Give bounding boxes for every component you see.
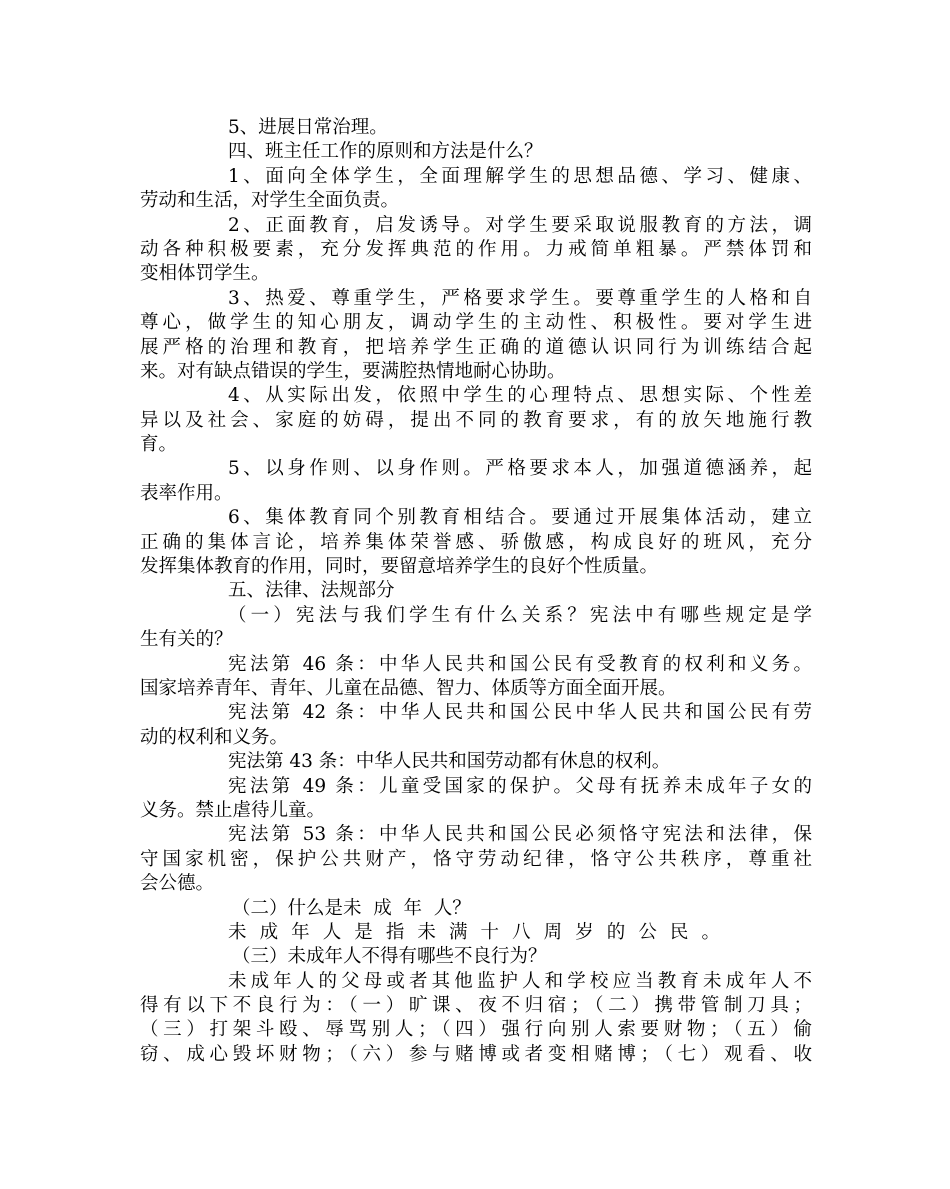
paragraph-line: （三）打架斗殴、辱骂别人；（四）强行向别人索要财物；（五）偷 — [140, 1019, 812, 1041]
paragraph-line: 会公德。 — [140, 873, 215, 895]
section-heading: 四、班主任工作的原则和方法是什么？ — [228, 141, 543, 163]
paragraph-line: 6、集体教育同个别教育相结合。要通过开展集体活动，建立 — [228, 507, 812, 529]
paragraph-line: 国家培养青年、青年、儿童在品德、智力、体质等方面全面开展。 — [140, 677, 677, 699]
paragraph-line: 守国家机密，保护公共财产，恪守劳动纪律，恪守公共秩序，尊重社 — [140, 848, 812, 870]
paragraph-line: 宪法第 42 条：中华人民共和国公民中华人民共和国公民有劳 — [228, 702, 812, 724]
paragraph-line: 展严格的治理和教育，把培养学生正确的道德认识同行为训练结合起 — [140, 336, 812, 358]
section-heading: 五、法律、法规部分 — [228, 580, 395, 602]
paragraph-line: 3、热爱、尊重学生，严格要求学生。要尊重学生的人格和自 — [228, 287, 812, 309]
paragraph-line: 宪法第 53 条：中华人民共和国公民必须恪守宪法和法律，保 — [228, 824, 812, 846]
paragraph-line: 宪法第 43 条：中华人民共和国劳动都有休息的权利。 — [228, 751, 671, 773]
paragraph-line: 育。 — [140, 434, 178, 456]
paragraph-line: 正确的集体言论，培养集体荣誉感、骄傲感，构成良好的班风，充分 — [140, 531, 812, 553]
question-heading: （一）宪法与我们学生有什么关系？宪法中有哪些规定是学 — [228, 604, 812, 626]
paragraph-line: 2、正面教育，启发诱导。对学生要采取说服教育的方法，调 — [228, 214, 812, 236]
paragraph-line: 得有以下不良行为：（一）旷课、夜不归宿；（二）携带管制刀具； — [140, 995, 812, 1017]
paragraph-line: 5、进展日常治理。 — [228, 117, 388, 138]
question-heading: （二）什么是未 成 年 人？ — [232, 897, 471, 919]
paragraph-line: 1、面向全体学生，全面理解学生的思想品德、学习、健康、 — [228, 165, 812, 187]
paragraph-line: 动各种积极要素，充分发挥典范的作用。力戒简单粗暴。严禁体罚和 — [140, 238, 812, 260]
paragraph-line: 义务。禁止虐待儿童。 — [140, 799, 326, 821]
paragraph-line: 来。对有缺点错误的学生，要满腔热情地耐心协助。 — [140, 360, 566, 382]
paragraph-line: 窃、成心毁坏财物；（六）参与赌博或者变相赌博；（七）观看、收 — [140, 1043, 812, 1065]
paragraph-line: 发挥集体教育的作用，同时，要留意培养学生的良好个性质量。 — [140, 556, 659, 578]
paragraph-line: 表率作用。 — [140, 482, 233, 504]
paragraph-line: 劳动和生活，对学生全面负责。 — [140, 190, 400, 212]
paragraph-line: 4、从实际出发，依照中学生的心理特点、思想实际、个性差 — [228, 385, 812, 407]
question-heading: 生有关的？ — [140, 629, 233, 651]
paragraph-line: 5、以身作则、以身作则。严格要求本人，加强道德涵养，起 — [228, 458, 812, 480]
paragraph-line: 动的权利和义务。 — [140, 726, 289, 748]
paragraph-line: 未成年人是指未满十八周岁的公民。 — [228, 921, 720, 943]
paragraph-line: 宪法第 49 条：儿童受国家的保护。父母有抚养未成年子女的 — [228, 775, 812, 797]
question-heading: （三）未成年人不得有哪些不良行为？ — [232, 946, 547, 968]
document-page — [140, 116, 812, 1067]
paragraph-line: 宪法第 46 条：中华人民共和国公民有受教育的权利和义务。 — [228, 653, 812, 675]
paragraph-line: 变相体罚学生。 — [140, 263, 270, 285]
paragraph-line: 未成年人的父母或者其他监护人和学校应当教育未成年人不 — [228, 970, 812, 992]
paragraph-line: 异以及社会、家庭的妨碍，提出不同的教育要求，有的放矢地施行教 — [140, 409, 812, 431]
paragraph-line: 尊心，做学生的知心朋友，调动学生的主动性、积极性。要对学生进 — [140, 312, 812, 334]
